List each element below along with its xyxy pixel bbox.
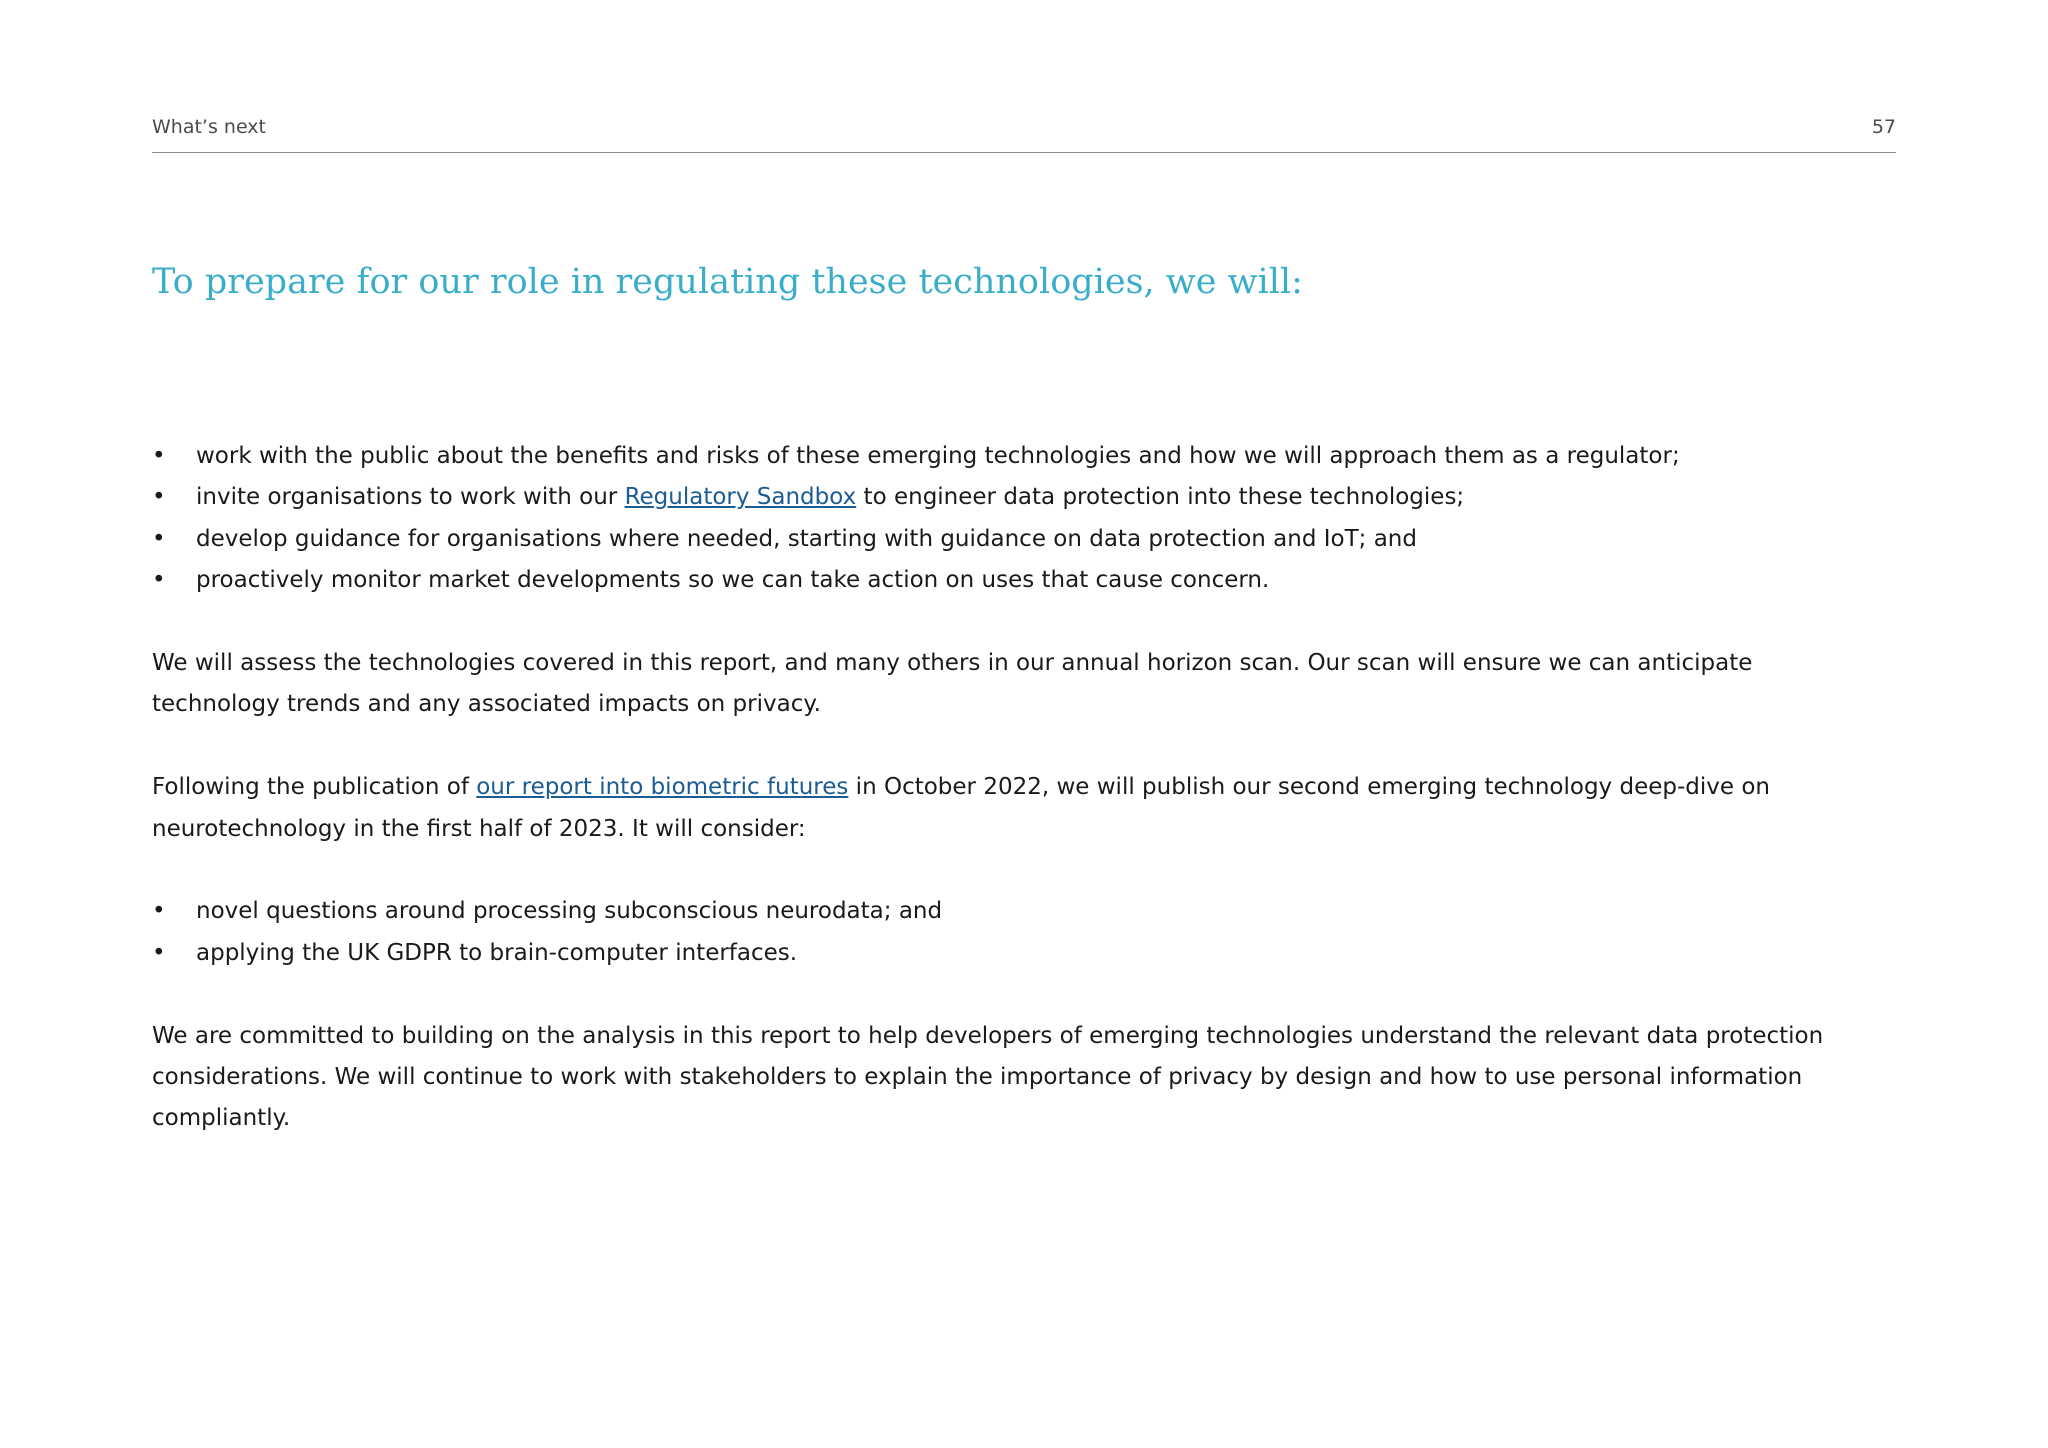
list-item [152,477,1872,518]
neurotechnology-paragraph [152,767,1872,850]
section-title: What’s next [152,116,266,138]
list-item [152,891,1872,932]
list-item [152,933,1872,974]
bullet-icon: • [152,525,166,552]
bullet-icon: • [152,484,166,511]
considerations-list [152,891,1872,974]
list-item-text-before: invite organisations to work with our [196,484,625,511]
list-item-text: develop guidance for organisations where needed, starting with guidance on data protection and IoT; and [196,525,1417,552]
list-item [152,560,1872,601]
section-heading: To prepare for our role in regulating these technologies, we will: [152,262,1303,302]
page-header [152,114,1896,153]
list-item [152,519,1872,560]
actions-list [152,436,1872,602]
list-item-text-after: to engineer data protection into these technologies; [856,484,1465,511]
bullet-icon: • [152,939,166,966]
horizon-scan-paragraph: We will assess the technologies covered in this report, and many others in our annual horizon scan. Our scan will ensure we can anticipate technology trends and any associated impacts on privacy. [152,650,1753,718]
list-item-text: proactively monitor market developments so we can take action on uses that cause concern. [196,567,1270,594]
commitment-paragraph: We are committed to building on the analysis in this report to help developers of emerging technologies understand the relevant data protection considerations. We will continue to work with stakeholders to explain the importance of privacy by design and how to use personal information compliantly. [152,1022,1824,1132]
bullet-icon: • [152,443,166,469]
list-item-text: work with the public about the benefits and risks of these emerging technologies and how we will approach them as a regulator; [196,443,1680,469]
paragraph-text-after: in October 2022, we will publish our second emerging technology deep-dive on neurotechnology in the first half of 2023. It will consider: [152,774,1770,842]
list-item [152,436,1872,477]
bullet-icon: • [152,567,166,594]
list-item-text: applying the UK GDPR to brain-computer interfaces. [196,939,798,966]
body-content [152,436,1872,1181]
page-number: 57 [1871,116,1896,138]
regulatory-sandbox-link[interactable]: Regulatory Sandbox [624,484,857,511]
bullet-icon: • [152,898,166,925]
paragraph-text-before: Following the publication of [152,774,477,801]
list-item-text: novel questions around processing subconscious neurodata; and [196,898,943,925]
biometric-futures-link[interactable]: our report into biometric futures [476,774,849,801]
